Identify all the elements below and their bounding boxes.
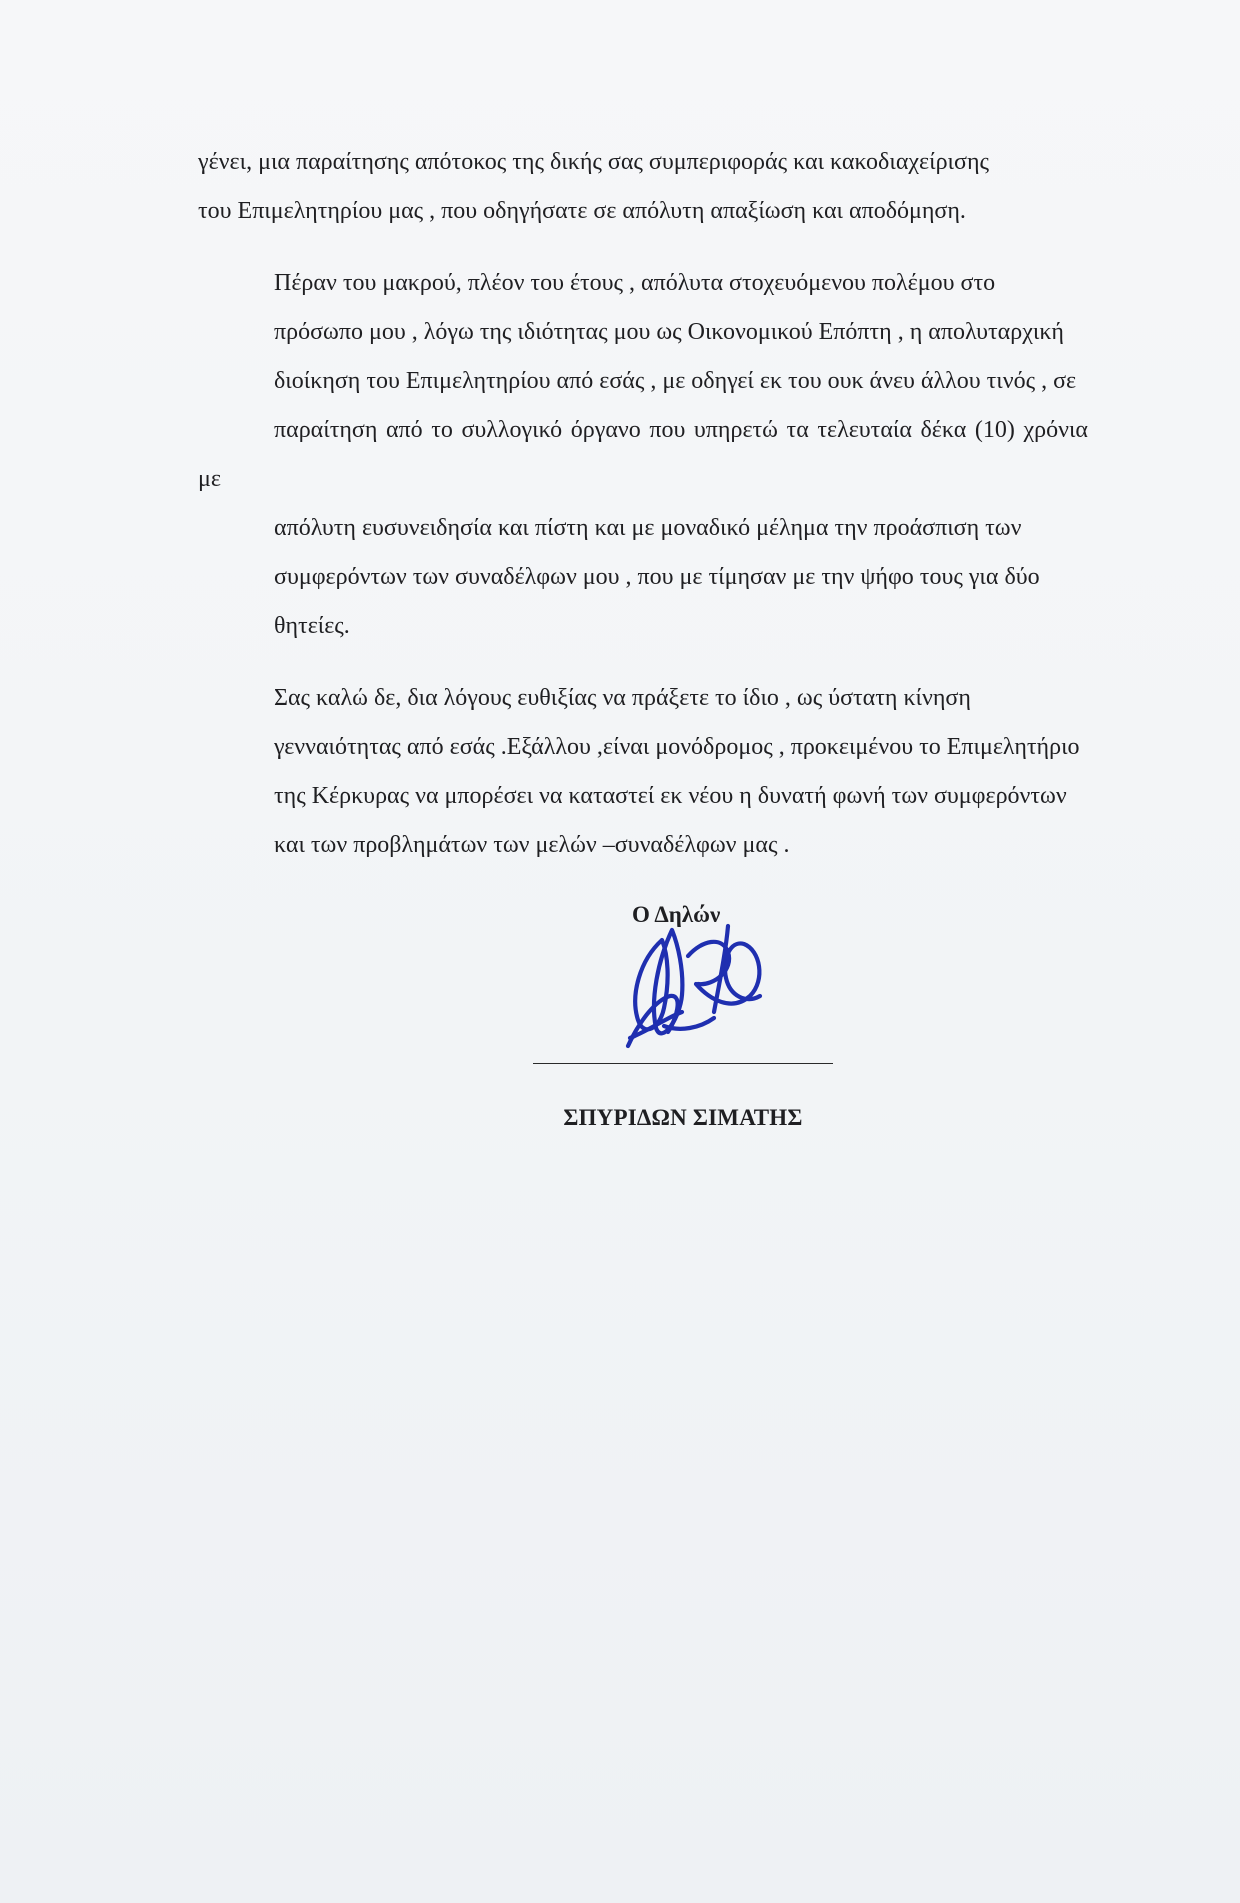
signature-line xyxy=(533,1063,833,1064)
text-line: της Κέρκυρας να μπορέσει να καταστεί εκ νέου η δυνατή φωνή των συμφερόντων xyxy=(274,783,1067,809)
text-line: θητείες. xyxy=(274,613,350,639)
paragraph-2 xyxy=(198,259,1088,651)
text-line: γένει, μια παραίτησης απότοκος της δικής σας συμπεριφοράς και κακοδιαχείρισης xyxy=(198,149,990,175)
letter-body xyxy=(198,138,1088,893)
text-line: και των προβλημάτων των μελών –συναδέλφων μας . xyxy=(274,832,790,858)
text-line: Σας καλώ δε, δια λόγους ευθιξίας να πράξετε το ίδιο , ως ύστατη κίνηση xyxy=(274,685,971,711)
text-line: γενναιότητας από εσάς .Εξάλλου ,είναι μονόδρομος , προκειμένου το Επιμελητήριο xyxy=(274,734,1080,760)
text-line: διοίκηση του Επιμελητηρίου από εσάς , με οδηγεί εκ του ουκ άνευ άλλου τινός , σε xyxy=(274,368,1077,394)
text-line: του Επιμελητηρίου μας , που οδηγήσατε σε απόλυτη απαξίωση και αποδόμηση. xyxy=(198,198,966,224)
text-line: συμφερόντων των συναδέλφων μου , που με τίμησαν με την ψήφο τους για δύο xyxy=(274,564,1040,590)
declarant-label: Ο Δηλών xyxy=(632,902,721,927)
paragraph-1 xyxy=(198,138,1088,236)
text-line: παραίτηση από το συλλογικό όργανο που υπηρετώ τα τελευταία δέκα (10) χρόνια με xyxy=(198,417,1088,492)
signer-name: ΣΠΥΡΙΔΩΝ ΣΙΜΑΤΗΣ xyxy=(563,1105,803,1130)
paragraph-3 xyxy=(198,674,1088,870)
text-line: πρόσωπο μου , λόγω της ιδιότητας μου ως Οικονομικού Επόπτη , η απολυταρχική xyxy=(274,319,1064,345)
text-line: απόλυτη ευσυνειδησία και πίστη και με μοναδικό μέλημα την προάσπιση των xyxy=(274,515,1022,541)
handwritten-signature xyxy=(610,900,780,1050)
text-line: Πέραν του μακρού, πλέον του έτους , απόλυτα στοχευόμενου πολέμου στο xyxy=(274,270,996,296)
